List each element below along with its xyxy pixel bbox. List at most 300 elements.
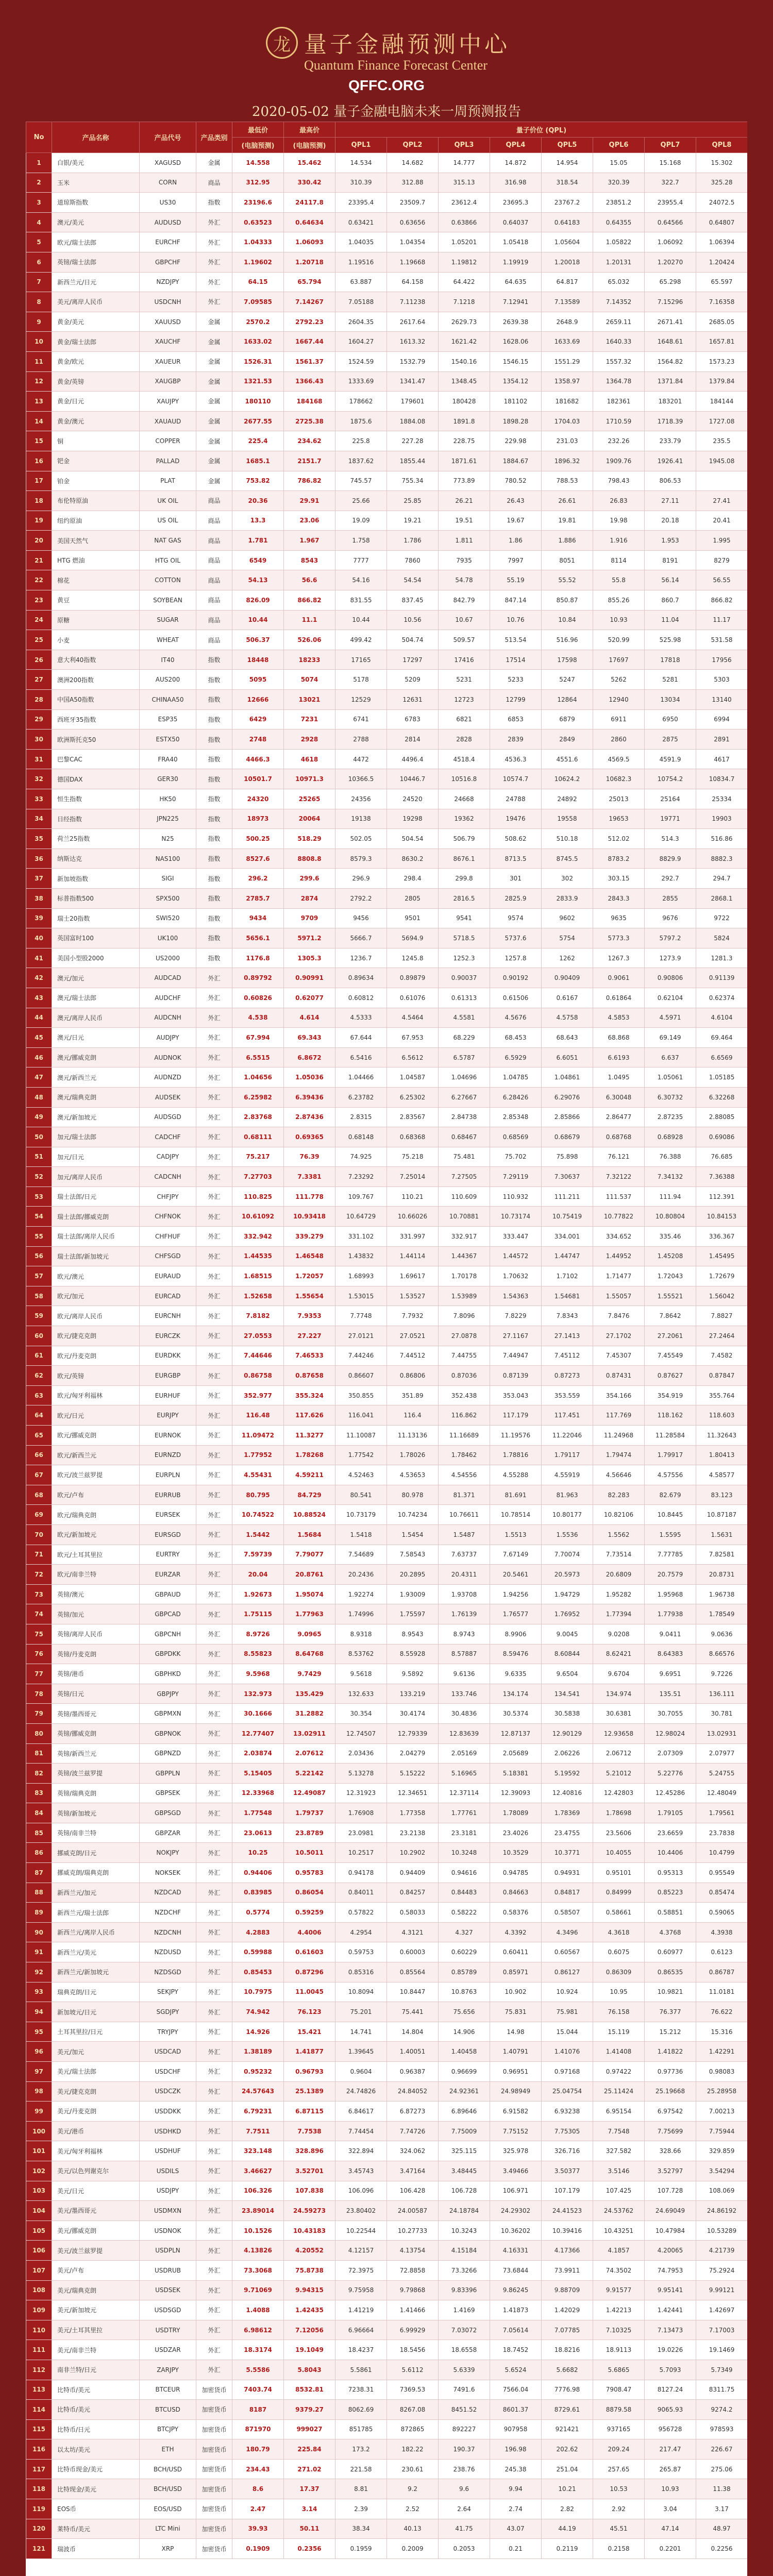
table-row: [26, 1246, 748, 1266]
product-name: 英国富时100: [52, 928, 140, 948]
high-forecast: 1.79737: [284, 1803, 335, 1823]
qpl6: 1.44952: [593, 1246, 645, 1266]
qpl6: 19653: [593, 809, 645, 829]
qpl1: 10.22544: [335, 2221, 387, 2241]
high-forecast: 20064: [284, 809, 335, 829]
qpl6: 2843.3: [593, 888, 645, 908]
product-code: US30: [140, 193, 196, 213]
table-row: [26, 1803, 748, 1823]
qpl1: 1875.6: [335, 411, 387, 431]
low-forecast: 500.25: [232, 829, 284, 849]
product-name: 挪威克朗/日元: [52, 1843, 140, 1863]
qpl1: 25.66: [335, 491, 387, 511]
product-name: 英镑/港币: [52, 1664, 140, 1684]
qpl4: 1.78089: [490, 1803, 542, 1823]
qpl2: 10.66026: [387, 1207, 439, 1227]
high-forecast: 0.96793: [284, 2062, 335, 2082]
product-type: 加密货币: [196, 2380, 232, 2400]
product-name: 美元/港币: [52, 2121, 140, 2141]
low-forecast: 27.0553: [232, 1326, 284, 1346]
product-type: 外汇: [196, 1684, 232, 1704]
table-row: [26, 212, 748, 232]
qpl4: 1.70632: [490, 1266, 542, 1286]
qpl4: 0.84663: [490, 1883, 542, 1903]
qpl1: 5.13278: [335, 1764, 387, 1784]
qpl6: 65.032: [593, 272, 645, 292]
qpl4: 508.62: [490, 829, 542, 849]
qpl5: 12864: [542, 690, 593, 710]
qpl2: 1341.47: [387, 371, 439, 392]
product-name: 意大利40指数: [52, 650, 140, 670]
high-forecast: 75.8738: [284, 2260, 335, 2280]
qpl1: 1604.27: [335, 332, 387, 352]
qpl5: 6.29076: [542, 1087, 593, 1107]
col-header-no: No: [26, 122, 52, 153]
row-number: 97: [26, 2062, 52, 2082]
low-forecast: 10.1526: [232, 2221, 284, 2241]
qpl4: 7.8229: [490, 1306, 542, 1326]
product-code: HK50: [140, 789, 196, 809]
product-type: 外汇: [196, 292, 232, 312]
row-number: 81: [26, 1743, 52, 1764]
qpl5: 9.0045: [542, 1624, 593, 1644]
qpl1: 0.84011: [335, 1883, 387, 1903]
qpl7: 1.45208: [645, 1246, 696, 1266]
table-row: [26, 1127, 748, 1147]
product-type: 商品: [196, 173, 232, 193]
product-type: 外汇: [196, 1326, 232, 1346]
qpl8: 866.82: [696, 590, 748, 611]
product-code: AUDNOK: [140, 1047, 196, 1067]
low-forecast: 2.03874: [232, 1743, 284, 1764]
product-name: 新加坡指数: [52, 869, 140, 889]
qpl7: 7.13473: [645, 2320, 696, 2340]
site-url: QFFC.ORG: [348, 77, 425, 93]
qpl1: 1236.7: [335, 948, 387, 968]
low-forecast: 1.75115: [232, 1604, 284, 1624]
qpl7: 322.7: [645, 173, 696, 193]
qpl4: 12.39093: [490, 1783, 542, 1803]
qpl6: 0.9061: [593, 968, 645, 988]
qpl5: 20.5973: [542, 1565, 593, 1585]
qpl5: 7.45112: [542, 1346, 593, 1366]
qpl2: 24520: [387, 789, 439, 809]
low-forecast: 1.781: [232, 531, 284, 551]
qpl5: 8.60844: [542, 1644, 593, 1664]
qpl6: 5.6865: [593, 2360, 645, 2380]
product-type: 外汇: [196, 1286, 232, 1306]
row-number: 15: [26, 431, 52, 451]
product-name: 欧元/土耳其里拉: [52, 1545, 140, 1565]
low-forecast: 1.92673: [232, 1584, 284, 1604]
qpl5: 1.05604: [542, 232, 593, 252]
qpl1: 831.55: [335, 590, 387, 611]
qpl1: 1.39645: [335, 2042, 387, 2062]
low-forecast: 4.13826: [232, 2241, 284, 2261]
qpl5: 5.19592: [542, 1764, 593, 1784]
table-row: [26, 2121, 748, 2141]
product-name: 欧元/匈牙利福林: [52, 1385, 140, 1405]
product-code: EURDKK: [140, 1346, 196, 1366]
qpl1: 24356: [335, 789, 387, 809]
product-name: 欧元/英镑: [52, 1366, 140, 1386]
product-code: EURCHF: [140, 232, 196, 252]
product-code: CHFNOK: [140, 1207, 196, 1227]
product-type: 外汇: [196, 968, 232, 988]
qpl4: 9.86245: [490, 2280, 542, 2300]
table-row: [26, 1087, 748, 1107]
qpl7: 1.05061: [645, 1067, 696, 1088]
qpl4: 2825.9: [490, 888, 542, 908]
high-forecast: 18233: [284, 650, 335, 670]
qpl7: 4.57556: [645, 1465, 696, 1485]
high-forecast: 84.729: [284, 1485, 335, 1505]
qpl5: 10.80177: [542, 1505, 593, 1525]
product-type: 外汇: [196, 1764, 232, 1784]
qpl2: 1.19668: [387, 252, 439, 272]
product-code: AUDCNH: [140, 1008, 196, 1028]
qpl2: 0.61076: [387, 988, 439, 1008]
product-type: 外汇: [196, 1465, 232, 1485]
row-number: 6: [26, 252, 52, 272]
row-number: 72: [26, 1565, 52, 1585]
qpl8: 4617: [696, 749, 748, 769]
qpl6: 937165: [593, 2419, 645, 2439]
qpl7: 11.04: [645, 610, 696, 630]
qpl6: 4569.5: [593, 749, 645, 769]
qpl2: 4496.4: [387, 749, 439, 769]
qpl8: 7.00213: [696, 2102, 748, 2122]
qpl3: 9541: [439, 908, 490, 928]
table-row: [26, 610, 748, 630]
qpl3: 2.84738: [439, 1107, 490, 1127]
high-forecast: 0.61603: [284, 1942, 335, 1962]
high-forecast: 6.8672: [284, 1047, 335, 1067]
qpl6: 0.61864: [593, 988, 645, 1008]
high-forecast: 1.967: [284, 531, 335, 551]
qpl3: 75.481: [439, 1147, 490, 1167]
row-number: 98: [26, 2081, 52, 2102]
low-forecast: 753.82: [232, 471, 284, 491]
qpl5: 10.39416: [542, 2221, 593, 2241]
qpl4: 5233: [490, 670, 542, 690]
table-row: [26, 630, 748, 650]
high-forecast: 234.62: [284, 431, 335, 451]
product-name: 英镑/新加坡元: [52, 1803, 140, 1823]
row-number: 103: [26, 2181, 52, 2201]
qpl1: 0.68148: [335, 1127, 387, 1147]
qpl4: 19.67: [490, 511, 542, 531]
low-forecast: 1.04333: [232, 232, 284, 252]
low-forecast: 2570.2: [232, 312, 284, 332]
qpl7: 1.06092: [645, 232, 696, 252]
row-number: 1: [26, 153, 52, 173]
low-forecast: 5.5586: [232, 2360, 284, 2380]
qpl3: 6.5787: [439, 1047, 490, 1067]
product-type: 外汇: [196, 2181, 232, 2201]
product-type: 外汇: [196, 1426, 232, 1446]
row-number: 51: [26, 1147, 52, 1167]
qpl5: 1.41076: [542, 2042, 593, 2062]
row-number: 57: [26, 1266, 52, 1286]
row-number: 102: [26, 2161, 52, 2181]
qpl1: 116.041: [335, 1405, 387, 1426]
qpl7: 10.4406: [645, 1843, 696, 1863]
product-type: 外汇: [196, 272, 232, 292]
qpl8: 11.0181: [696, 1982, 748, 2002]
qpl2: 72.8858: [387, 2260, 439, 2280]
qpl7: 1.42441: [645, 2300, 696, 2320]
product-name: 挪威克朗/瑞典克朗: [52, 1863, 140, 1883]
qpl4: 7997: [490, 550, 542, 570]
qpl1: 221.58: [335, 2459, 387, 2479]
product-type: 外汇: [196, 1067, 232, 1088]
qpl3: 0.61313: [439, 988, 490, 1008]
product-code: USDNOK: [140, 2221, 196, 2241]
qpl1: 1.758: [335, 531, 387, 551]
table-row: [26, 2439, 748, 2460]
qpl8: 1.56042: [696, 1286, 748, 1306]
product-code: NAS100: [140, 849, 196, 869]
qpl6: 334.652: [593, 1227, 645, 1247]
qpl8: 9.99121: [696, 2280, 748, 2300]
qpl7: 0.58851: [645, 1903, 696, 1923]
qpl1: 0.63421: [335, 212, 387, 232]
qpl8: 1.80413: [696, 1445, 748, 1465]
qpl6: 7908.47: [593, 2380, 645, 2400]
qpl1: 14.534: [335, 153, 387, 173]
product-type: 外汇: [196, 2081, 232, 2102]
table-row: [26, 709, 748, 730]
high-forecast: 13021: [284, 690, 335, 710]
row-number: 11: [26, 351, 52, 371]
qpl4: 316.98: [490, 173, 542, 193]
qpl6: 19.98: [593, 511, 645, 531]
low-forecast: 10.61092: [232, 1207, 284, 1227]
qpl3: 1.5487: [439, 1524, 490, 1545]
qpl2: 23509.7: [387, 193, 439, 213]
table-row: [26, 153, 748, 173]
product-code: US2000: [140, 948, 196, 968]
product-code: GBPCAD: [140, 1604, 196, 1624]
product-name: 欧元/丹麦克朗: [52, 1346, 140, 1366]
product-code: SOYBEAN: [140, 590, 196, 611]
product-code: EURTRY: [140, 1545, 196, 1565]
product-name: 加元/离岸人民币: [52, 1167, 140, 1187]
low-forecast: 0.1909: [232, 2539, 284, 2559]
qpl8: 8311.75: [696, 2380, 748, 2400]
qpl7: 9.0411: [645, 1624, 696, 1644]
product-name: 美国天然气: [52, 531, 140, 551]
product-code: EURJPY: [140, 1405, 196, 1426]
product-code: XAUGBP: [140, 371, 196, 392]
row-number: 75: [26, 1624, 52, 1644]
qpl2: 25.85: [387, 491, 439, 511]
qpl8: 10.87187: [696, 1505, 748, 1525]
qpl6: 12940: [593, 690, 645, 710]
qpl2: 1.75597: [387, 1604, 439, 1624]
qpl6: 0.97422: [593, 2062, 645, 2082]
product-code: EURSEK: [140, 1505, 196, 1525]
qpl8: 5.7349: [696, 2360, 748, 2380]
table-row: [26, 2340, 748, 2360]
col-header-qpl5: QPL5: [542, 138, 593, 153]
low-forecast: 5.15405: [232, 1764, 284, 1784]
qpl7: 9.95141: [645, 2280, 696, 2300]
table-row: [26, 1266, 748, 1286]
table-row: [26, 531, 748, 551]
qpl6: 6.30048: [593, 1087, 645, 1107]
qpl8: 235.5: [696, 431, 748, 451]
qpl7: 0.2201: [645, 2539, 696, 2559]
qpl5: 1.886: [542, 531, 593, 551]
qpl5: 10.924: [542, 1982, 593, 2002]
qpl8: 25.28958: [696, 2081, 748, 2102]
qpl8: 1.78549: [696, 1604, 748, 1624]
table-row: [26, 1524, 748, 1545]
qpl7: 15.168: [645, 153, 696, 173]
qpl2: 5.6112: [387, 2360, 439, 2380]
qpl8: 118.603: [696, 1405, 748, 1426]
qpl8: 1379.84: [696, 371, 748, 392]
product-code: XAUJPY: [140, 392, 196, 412]
qpl3: 1348.45: [439, 371, 490, 392]
qpl4: 1354.12: [490, 371, 542, 392]
qpl8: 2.88085: [696, 1107, 748, 1127]
qpl1: 11.10087: [335, 1426, 387, 1446]
qpl4: 7.44947: [490, 1346, 542, 1366]
table-row: [26, 1326, 748, 1346]
product-type: 外汇: [196, 1366, 232, 1386]
product-name: 英镑/丹麦克朗: [52, 1644, 140, 1664]
product-code: GBPSGD: [140, 1803, 196, 1823]
qpl6: 17697: [593, 650, 645, 670]
qpl6: 0.6075: [593, 1942, 645, 1962]
high-forecast: 6.87115: [284, 2102, 335, 2122]
qpl5: 1262: [542, 948, 593, 968]
qpl5: 1.5536: [542, 1524, 593, 1545]
qpl2: 30.4174: [387, 1704, 439, 1724]
row-number: 5: [26, 232, 52, 252]
qpl2: 4.53653: [387, 1465, 439, 1485]
qpl3: 228.75: [439, 431, 490, 451]
qpl6: 303.15: [593, 869, 645, 889]
qpl4: 4.55288: [490, 1465, 542, 1485]
qpl1: 851785: [335, 2419, 387, 2439]
table-row: [26, 1008, 748, 1028]
high-forecast: 8532.81: [284, 2380, 335, 2400]
qpl5: 4.5758: [542, 1008, 593, 1028]
qpl5: 55.52: [542, 570, 593, 590]
high-forecast: 271.02: [284, 2459, 335, 2479]
table-row: [26, 1385, 748, 1405]
low-forecast: 23.89014: [232, 2201, 284, 2221]
table-row: [26, 1147, 748, 1167]
qpl5: 1.79117: [542, 1445, 593, 1465]
product-code: SEKJPY: [140, 1982, 196, 2002]
product-name: 英镑/瑞典克朗: [52, 1783, 140, 1803]
qpl5: 251.04: [542, 2459, 593, 2479]
qpl8: 27.41: [696, 491, 748, 511]
qpl8: 1657.81: [696, 332, 748, 352]
qpl5: 0.2119: [542, 2539, 593, 2559]
center-title-chinese: 量子金融预测中心: [304, 31, 510, 58]
table-row: [26, 2241, 748, 2261]
qpl3: 0.2053: [439, 2539, 490, 2559]
qpl5: 17598: [542, 650, 593, 670]
product-name: 铂金: [52, 471, 140, 491]
product-name: 澳元/离岸人民币: [52, 1008, 140, 1028]
qpl5: 6.6051: [542, 1047, 593, 1067]
table-row: [26, 371, 748, 392]
qpl1: 3.45743: [335, 2161, 387, 2181]
qpl8: 978593: [696, 2419, 748, 2439]
product-name: 纳斯达克: [52, 849, 140, 869]
qpl1: 4472: [335, 749, 387, 769]
product-code: GBPAUD: [140, 1584, 196, 1604]
qpl8: 108.069: [696, 2181, 748, 2201]
qpl5: 1.44747: [542, 1246, 593, 1266]
qpl8: 0.59065: [696, 1903, 748, 1923]
qpl4: 64.635: [490, 272, 542, 292]
low-forecast: 7.8182: [232, 1306, 284, 1326]
qpl3: 4518.4: [439, 749, 490, 769]
qpl5: 5247: [542, 670, 593, 690]
product-code: ESP35: [140, 709, 196, 730]
low-forecast: 64.15: [232, 272, 284, 292]
product-type: 外汇: [196, 1147, 232, 1167]
table-row: [26, 1604, 748, 1624]
qpl2: 67.953: [387, 1028, 439, 1048]
qpl4: 134.174: [490, 1684, 542, 1704]
qpl4: 325.978: [490, 2141, 542, 2161]
high-forecast: 0.86054: [284, 1883, 335, 1903]
qpl3: 0.90037: [439, 968, 490, 988]
table-row: [26, 272, 748, 292]
qpl2: 1.53527: [387, 1286, 439, 1306]
product-code: BCH/USD: [140, 2479, 196, 2499]
low-forecast: 8.6: [232, 2479, 284, 2499]
row-number: 78: [26, 1684, 52, 1704]
product-code: JPN225: [140, 809, 196, 829]
product-code: PLAT: [140, 471, 196, 491]
qpl3: 180428: [439, 392, 490, 412]
qpl5: 0.90409: [542, 968, 593, 988]
qpl1: 12529: [335, 690, 387, 710]
qpl1: 19.09: [335, 511, 387, 531]
product-name: 黄金/澳元: [52, 411, 140, 431]
product-code: USDHKD: [140, 2121, 196, 2141]
qpl3: 10.3248: [439, 1843, 490, 1863]
qpl4: 1.05418: [490, 232, 542, 252]
product-type: 外汇: [196, 2340, 232, 2360]
low-forecast: 2748: [232, 730, 284, 750]
qpl5: 1633.69: [542, 332, 593, 352]
product-code: COPPER: [140, 431, 196, 451]
product-code: CHFJPY: [140, 1187, 196, 1207]
high-forecast: 10.5011: [284, 1843, 335, 1863]
high-forecast: 69.343: [284, 1028, 335, 1048]
table-row: [26, 1207, 748, 1227]
qpl4: 27.1167: [490, 1326, 542, 1346]
product-name: 美元/捷克克朗: [52, 2081, 140, 2102]
qpl3: 4.15184: [439, 2241, 490, 2261]
qpl7: 10.80804: [645, 1207, 696, 1227]
product-code: IT40: [140, 650, 196, 670]
qpl1: 5178: [335, 670, 387, 690]
product-name: 黄豆: [52, 590, 140, 611]
low-forecast: 106.326: [232, 2181, 284, 2201]
